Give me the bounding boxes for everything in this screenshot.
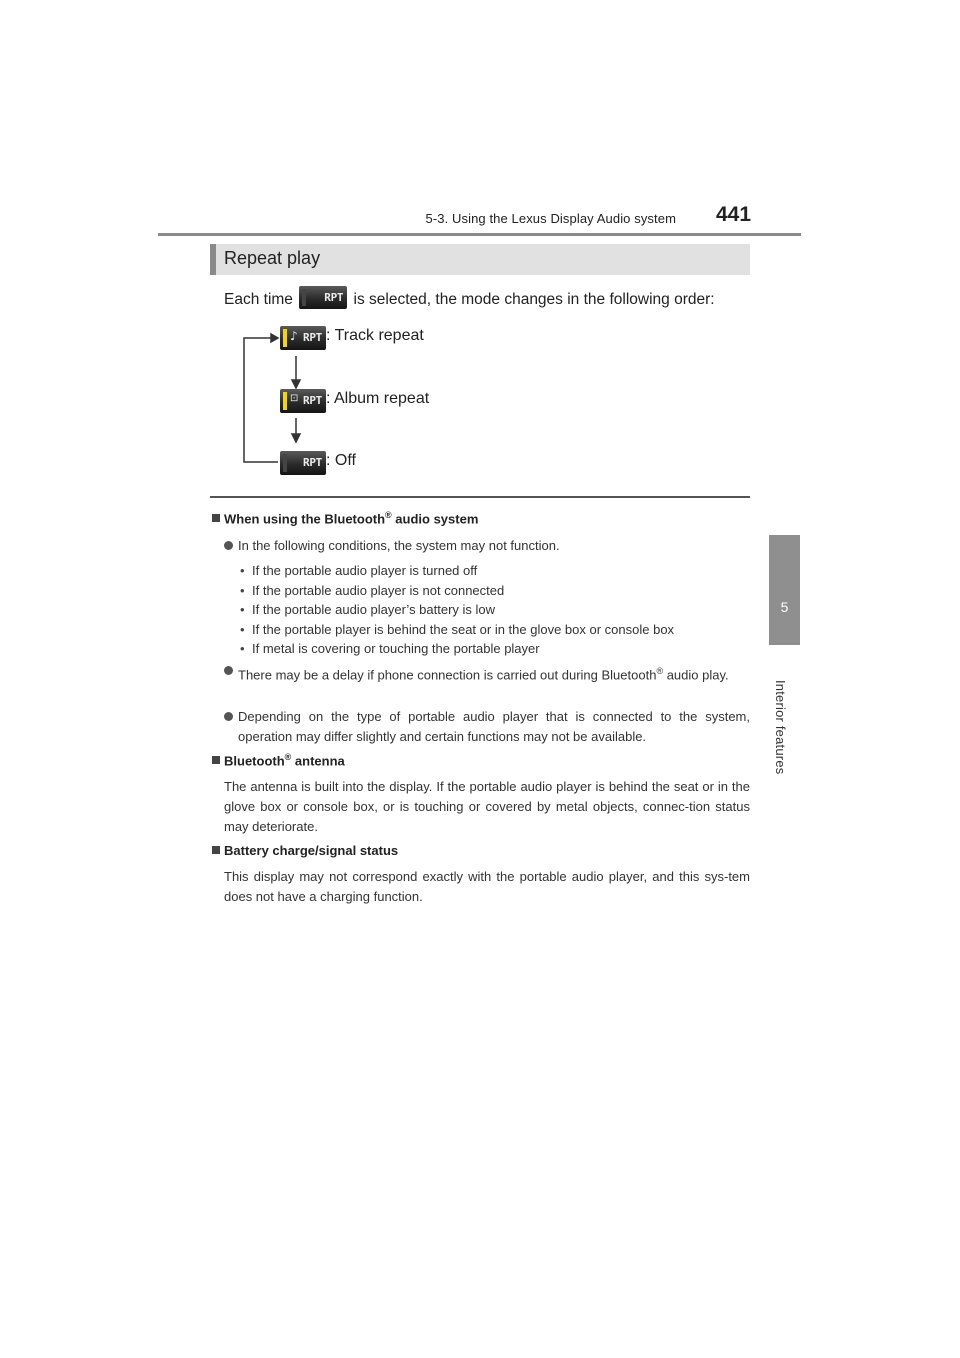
running-header-title: 5-3. Using the Lexus Display Audio system <box>425 211 676 226</box>
rpt-button-off <box>280 451 326 475</box>
chapter-tab <box>769 535 800 645</box>
mode-label-track-repeat: : Track repeat <box>326 327 424 344</box>
header-divider <box>158 233 801 236</box>
indicator-on <box>283 329 287 347</box>
rpt-button-track-repeat <box>280 326 326 350</box>
list-item: • If metal is covering or touching the portable player <box>240 639 674 659</box>
rpt-button-inline <box>299 286 347 309</box>
mode-label-off: : Off <box>326 452 356 469</box>
note-bullet-conditions: In the following conditions, the system may not function. <box>224 536 750 556</box>
rpt-button-album-repeat <box>280 389 326 413</box>
rpt-button-text: RPT <box>303 331 322 344</box>
intro-before: Each time <box>224 291 293 308</box>
list-item: • If the portable audio player is turned off <box>240 561 674 581</box>
square-bullet-icon <box>212 756 220 764</box>
list-item: • If the portable audio player’s battery is low <box>240 600 674 620</box>
down-arrow-1-head <box>292 380 300 388</box>
intro-after: is selected, the mode changes in the following order: <box>353 291 715 308</box>
indicator-on <box>283 392 287 410</box>
rpt-button-text: RPT <box>324 291 344 304</box>
page-number: 441 <box>716 203 752 226</box>
chapter-number: 5 <box>780 599 789 615</box>
square-bullet-icon <box>212 514 220 522</box>
intro-text <box>224 286 715 309</box>
down-arrow-2-head <box>292 434 300 442</box>
antenna-paragraph: The antenna is built into the display. If the portable audio player is behind the seat or in the glove box or console box, or is touching or covered by metal objects, connec-tion status may deteriorate. <box>224 779 750 834</box>
album-icon: ⊡ <box>290 393 299 404</box>
list-item: • If the portable player is behind the seat or in the glove box or console box <box>240 620 674 640</box>
note-heading-antenna: Bluetooth® antenna <box>212 752 345 768</box>
note-bullet-compatibility: Depending on the type of portable audio player that is connected to the system, operation may differ slightly and certain functions may not be available. <box>224 707 750 747</box>
loop-arrowhead <box>271 334 278 342</box>
mode-label-album-repeat: : Album repeat <box>326 390 430 407</box>
battery-paragraph: This display may not correspond exactly with the portable audio player, and this sys-tem does not have a charging function. <box>224 869 750 904</box>
section-title: Repeat play <box>224 248 321 268</box>
indicator-off <box>302 289 306 306</box>
rpt-button-text: RPT <box>303 456 322 469</box>
notes-divider <box>210 496 750 498</box>
round-bullet-icon <box>224 666 233 675</box>
indicator-off <box>283 454 287 472</box>
loop-line <box>244 338 278 462</box>
chapter-label: Interior features <box>773 680 788 775</box>
note-bullet-delay: There may be a delay if phone connection is carried out during Bluetooth® audio play. <box>224 661 750 685</box>
music-note-icon: ♪ <box>290 329 298 343</box>
conditions-list <box>240 561 674 659</box>
list-item: • If the portable audio player is not connected <box>240 581 674 601</box>
note-heading-bluetooth-audio: When using the Bluetooth® audio system <box>212 510 478 526</box>
note-heading-battery: Battery charge/signal status <box>212 843 398 858</box>
round-bullet-icon <box>224 541 233 550</box>
rpt-button-text: RPT <box>303 394 322 407</box>
square-bullet-icon <box>212 846 220 854</box>
round-bullet-icon <box>224 712 233 721</box>
